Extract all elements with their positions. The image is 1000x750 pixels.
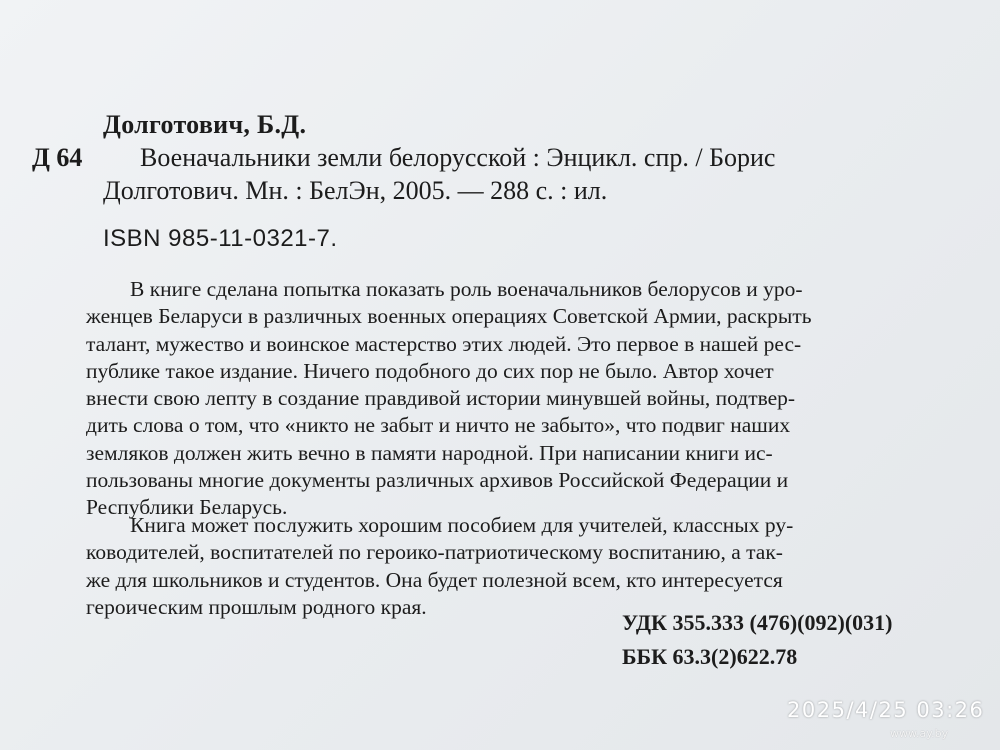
abstract-line: пользованы многие документы различных архивов Российской Федерации и bbox=[86, 468, 789, 493]
abstract-line: внести свою лепту в создание правдивой истории минувшей войны, подтвер- bbox=[86, 386, 796, 411]
abstract-paragraph-2 bbox=[86, 512, 921, 621]
abstract-line: ководителей, воспитателей по героико-патриотическому воспитанию, а так- bbox=[86, 540, 783, 565]
abstract-line: Республики Беларусь. bbox=[86, 495, 288, 520]
abstract-line: публике такое издание. Ничего подобного до сих пор не было. Автор хочет bbox=[86, 358, 774, 383]
abstract-line: земляков должен жить вечно в памяти народной. При написании книги ис- bbox=[86, 440, 773, 465]
abstract-line: героическим прошлым родного края. bbox=[86, 594, 427, 619]
abstract-line: дить слова о том, что «никто не забыт и ничто не забыто», что подвиг наших bbox=[86, 413, 791, 438]
title-line-1: Военачальники земли белорусской : Энцикл. спр. / Борис bbox=[140, 143, 776, 172]
title-line-2: Долготович. Мн. : БелЭн, 2005. — 288 с. : ил. bbox=[103, 176, 608, 205]
site-watermark: www.ay.by bbox=[890, 727, 949, 740]
isbn-line: ISBN 985-11-0321-7. bbox=[103, 225, 338, 252]
abstract-line: талант, мужество и воинское мастерство этих людей. Это первое в нашей рес- bbox=[86, 331, 802, 356]
abstract-line: Книга может послужить хорошим пособием для учителей, классных ру- bbox=[130, 513, 794, 537]
abstract-line: В книге сделана попытка показать роль военачальников белорусов и уро- bbox=[130, 277, 803, 301]
abstract-line: женцев Беларуси в различных военных операциях Советской Армии, раскрыть bbox=[86, 304, 812, 329]
author-heading: Долготович, Б.Д. bbox=[103, 110, 307, 139]
call-number: Д 64 bbox=[32, 143, 83, 172]
photo-timestamp: 2025/4/25 03:26 bbox=[787, 698, 985, 722]
bbk-code: ББК 63.3(2)622.78 bbox=[622, 644, 798, 669]
abstract-line: же для школьников и студентов. Она будет полезной всем, кто интересуется bbox=[86, 567, 783, 592]
abstract-paragraph-1 bbox=[86, 276, 921, 522]
udk-code: УДК 355.333 (476)(092)(031) bbox=[622, 610, 893, 635]
